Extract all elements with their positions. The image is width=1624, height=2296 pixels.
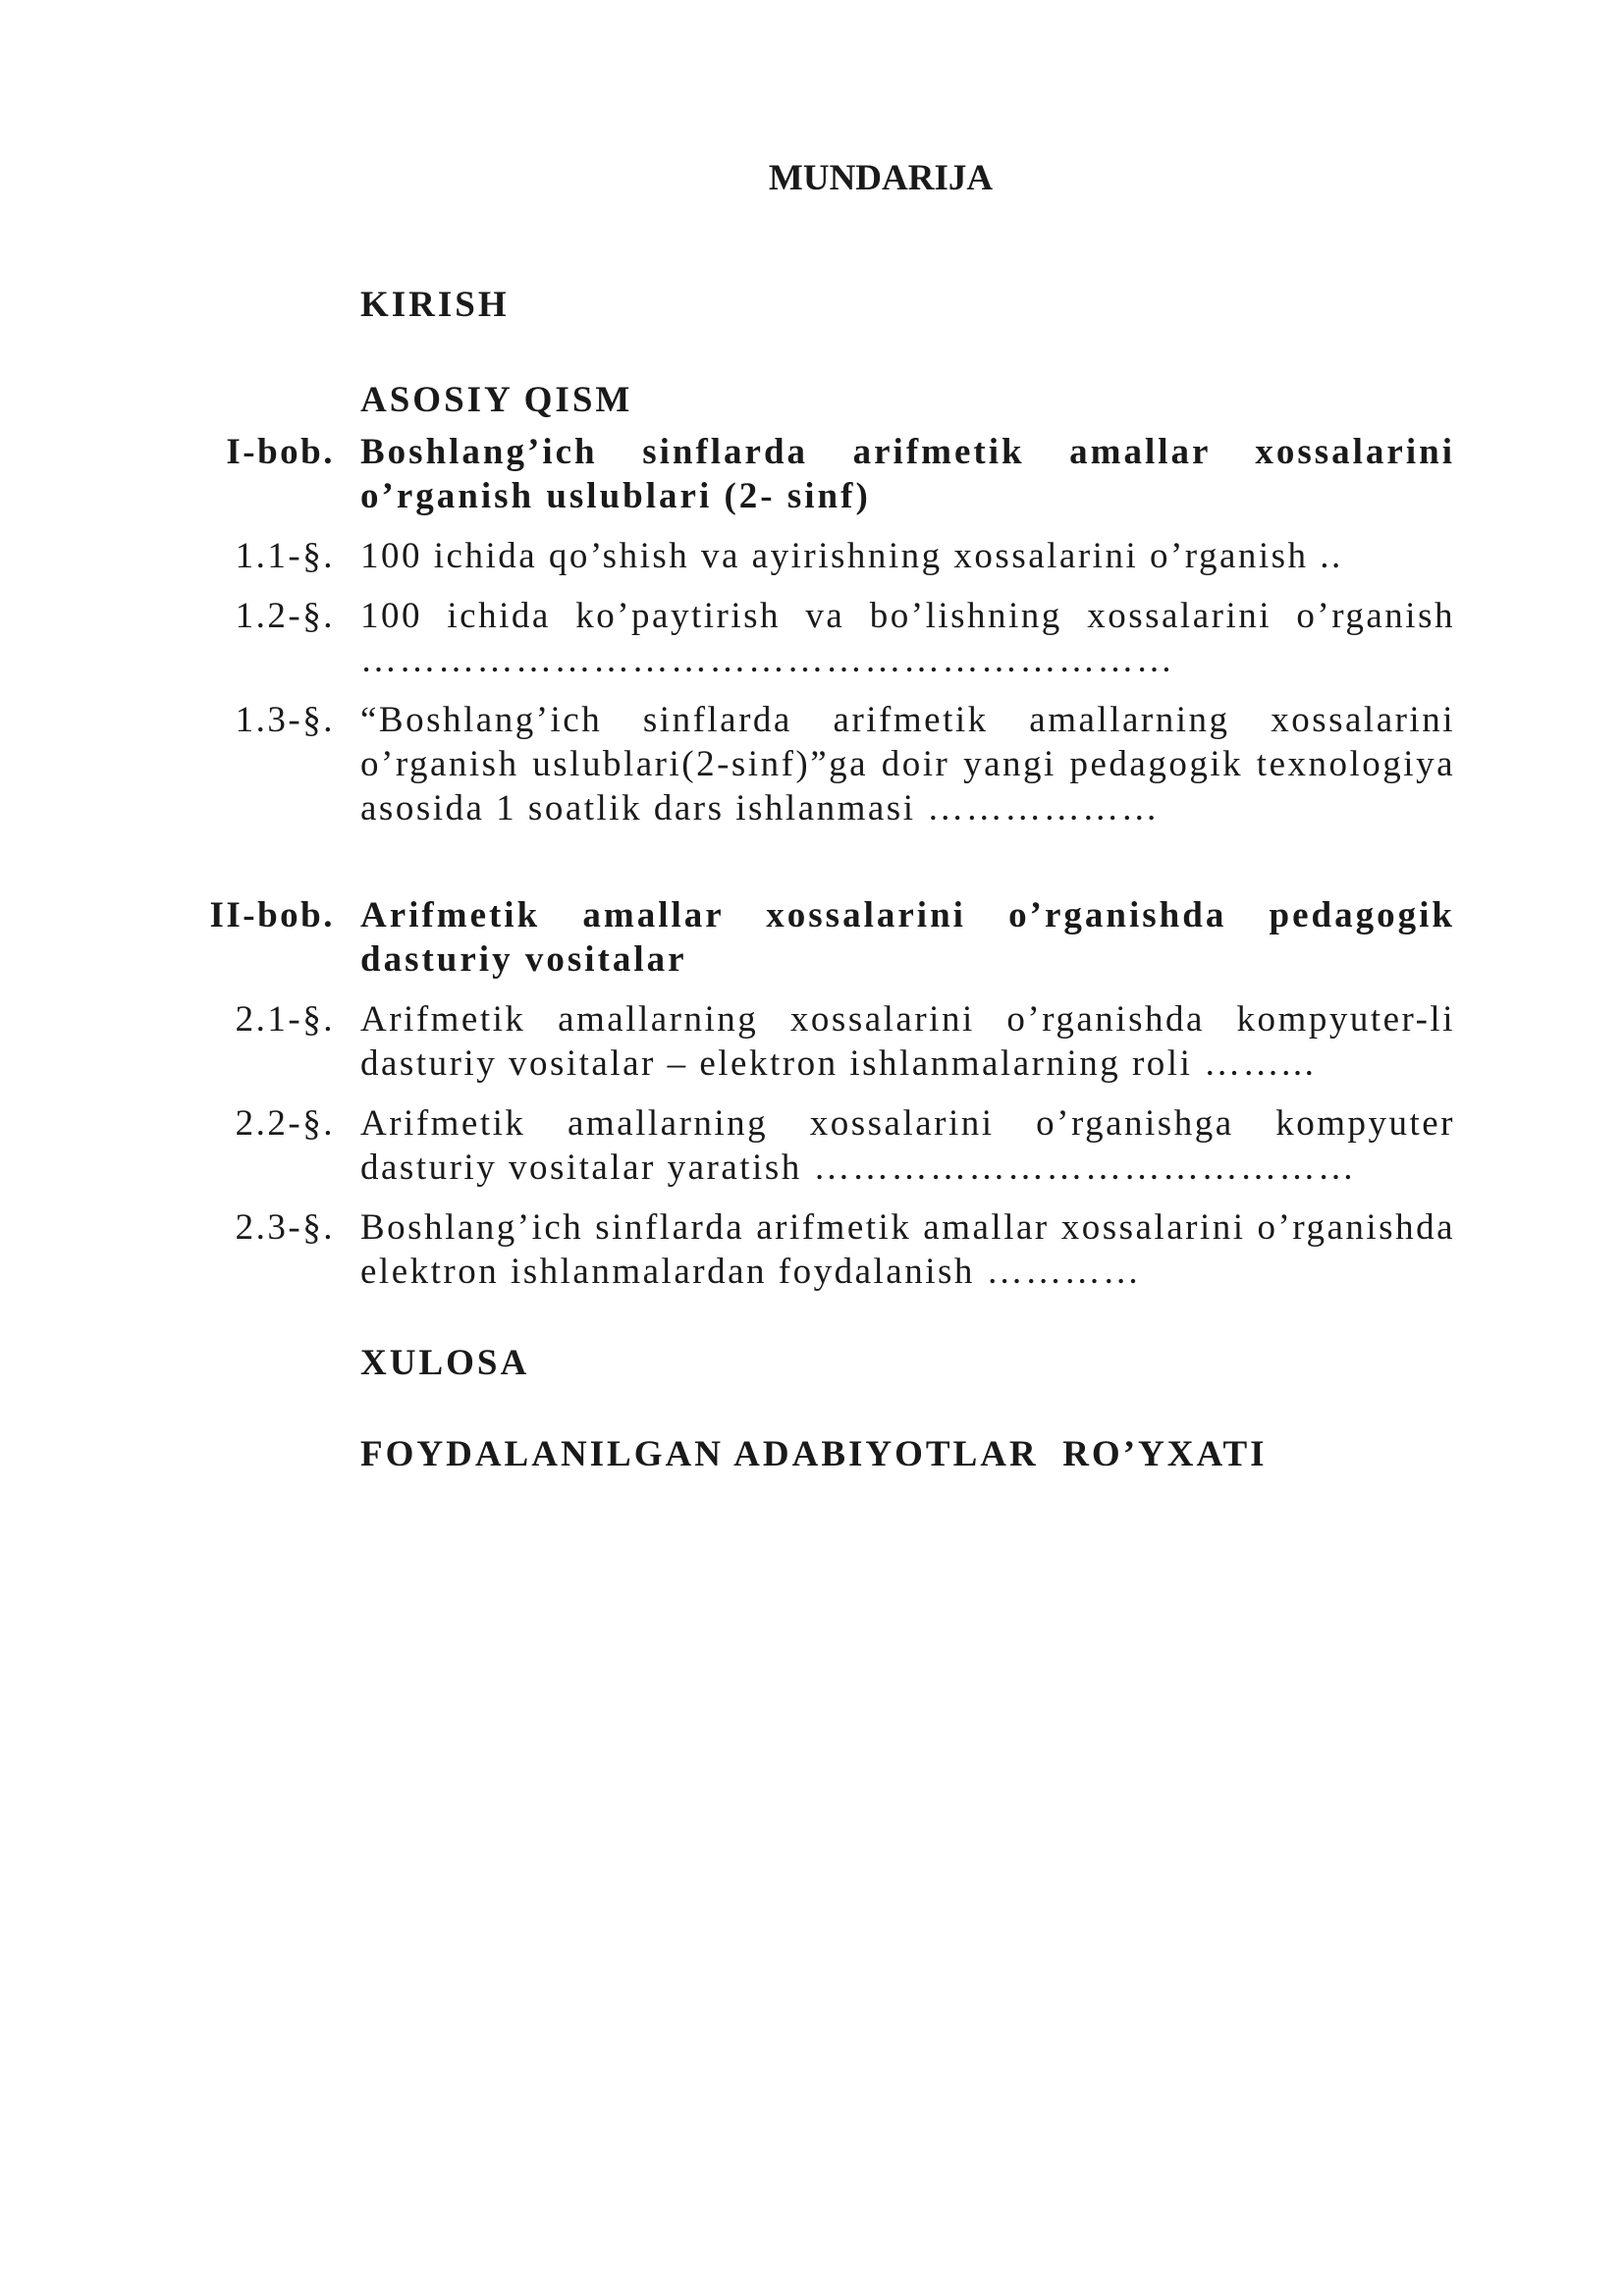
toc-section bbox=[196, 534, 1455, 578]
toc-heading-kirish: KIRISH bbox=[360, 285, 510, 325]
toc-section-label: 2.2-§. bbox=[235, 1103, 335, 1144]
toc-section bbox=[196, 698, 1455, 830]
toc-section-label: 2.1-§. bbox=[235, 999, 335, 1040]
toc-section-label: 1.3-§. bbox=[235, 700, 335, 740]
toc-section-label: 1.2-§. bbox=[235, 596, 335, 636]
table-of-contents bbox=[196, 283, 1455, 1476]
toc-entry-xulosa bbox=[196, 1341, 1455, 1385]
toc-chapter-1 bbox=[196, 430, 1455, 518]
toc-section bbox=[196, 1101, 1455, 1190]
toc-section bbox=[196, 1205, 1455, 1294]
toc-section-text: 100 ichida ko’paytirish va bo’lishning xossalarini o’rganish ……………………………………………………… bbox=[360, 596, 1455, 680]
toc-section-label: 2.3-§. bbox=[235, 1207, 335, 1248]
toc-chapter-2 bbox=[196, 893, 1455, 982]
toc-entry-asosiy-qism bbox=[196, 378, 1455, 422]
toc-section-text: Boshlang’ich sinflarda arifmetik amallar xossalarini o’rganishda elektron ishlanmalardan foydalanish ………… bbox=[360, 1207, 1455, 1292]
page-title: MUNDARIJA bbox=[768, 158, 994, 198]
toc-entry-adabiyotlar bbox=[196, 1432, 1455, 1476]
toc-section-label: 1.1-§. bbox=[235, 536, 335, 576]
toc-chapter-label: I-bob. bbox=[226, 432, 335, 472]
toc-section-text: 100 ichida qo’shish va ayirishning xossalarini o’rganish .. bbox=[360, 536, 1343, 576]
toc-heading-xulosa: XULOSA bbox=[360, 1343, 530, 1383]
toc-section bbox=[196, 594, 1455, 682]
toc-section-text: “Boshlang’ich sinflarda arifmetik amallarning xossalarini o’rganish uslublari(2-sinf)”ga doir yangi pedagogik texnologiya asosida 1 soatlik dars ishlanmasi ……………… bbox=[360, 700, 1455, 828]
toc-section-text: Arifmetik amallarning xossalarini o’rganishda kompyuter-li dasturiy vositalar – elektron ishlanmalarning roli ……... bbox=[360, 999, 1455, 1084]
toc-chapter-label: II-bob. bbox=[209, 895, 335, 935]
toc-chapter-title: Boshlang’ich sinflarda arifmetik amallar xossalarini o’rganish uslublari (2- sinf) bbox=[360, 432, 1455, 516]
toc-section bbox=[196, 997, 1455, 1086]
toc-heading-asosiy-qism: ASOSIY QISM bbox=[360, 380, 633, 420]
toc-section-text: Arifmetik amallarning xossalarini o’rganishga kompyuter dasturiy vositalar yaratish …………………………………… bbox=[360, 1103, 1455, 1188]
toc-heading-adabiyotlar: FOYDALANILGAN ADABIYOTLAR RO’YXATI bbox=[360, 1434, 1268, 1474]
toc-entry-kirish bbox=[196, 283, 1455, 327]
toc-chapter-title: Arifmetik amallar xossalarini o’rganishda pedagogik dasturiy vositalar bbox=[360, 895, 1455, 980]
